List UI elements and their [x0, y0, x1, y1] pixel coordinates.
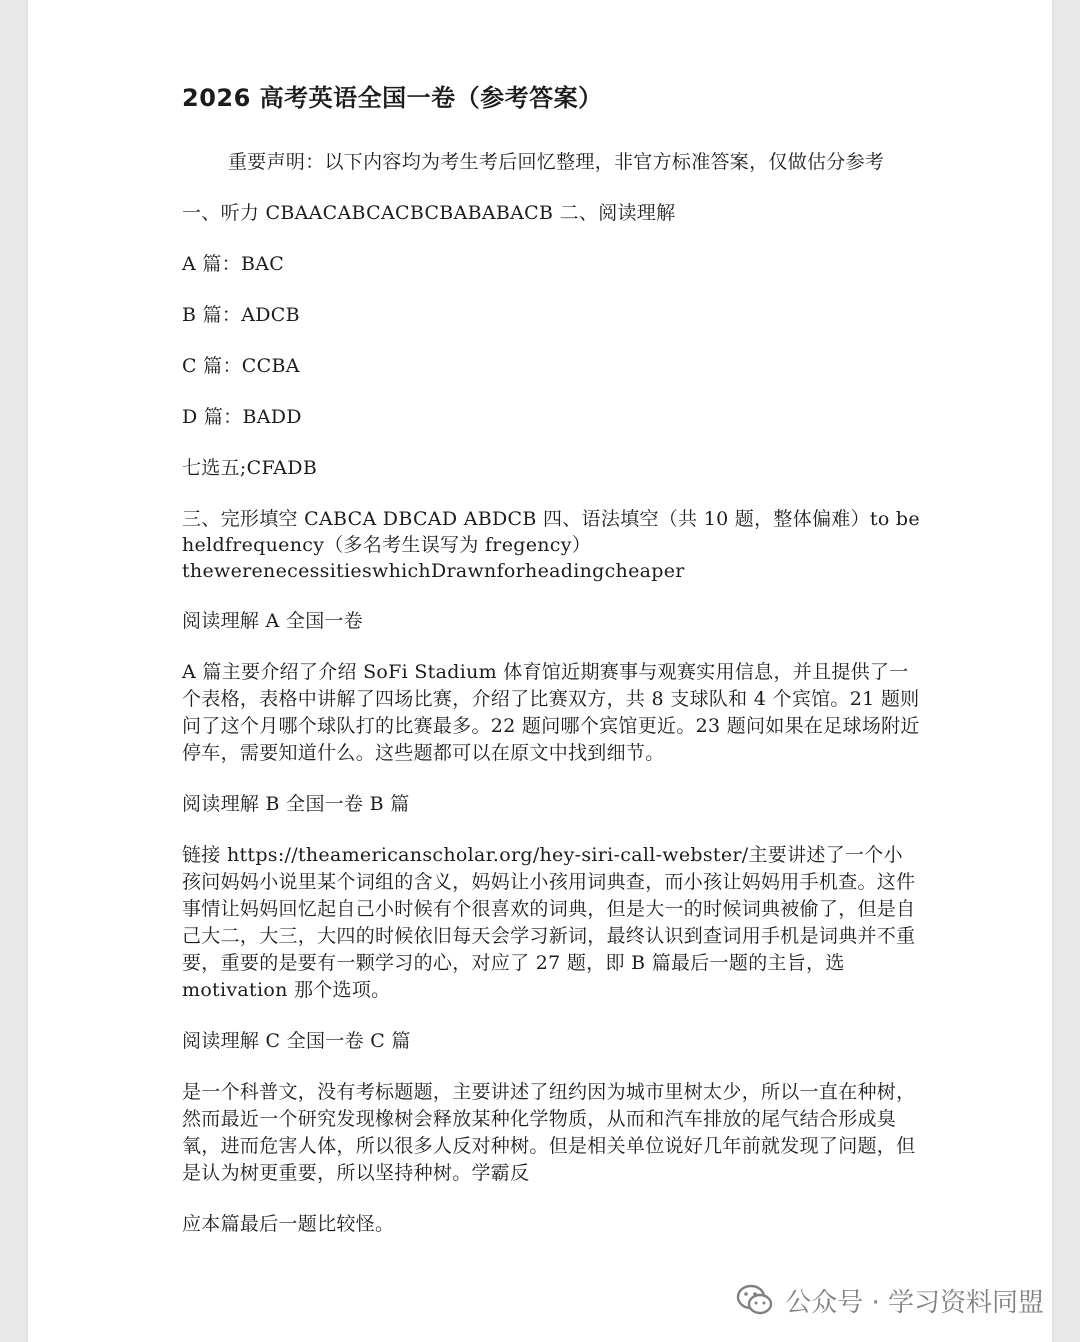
reading-c-summary: 是一个科普文，没有考标题题，主要讲述了纽约因为城市里树太少，所以一直在种树，然而最近一个研究发现橡树会释放某种化学物质，从而和汽车排放的尾气结合形成臭氧，进而危害人体，所以很多人反对种树。但是相关单位说好几年前就发现了问题，但是认为树更重要，所以坚持种树。学霸反: [182, 1081, 916, 1184]
reading-a-answers: A 篇：BAC: [182, 253, 285, 275]
watermark-text: 公众号 · 学习资料同盟: [785, 1287, 1044, 1318]
section-heading-reading-b: 阅读理解 B 全国一卷 B 篇: [182, 793, 410, 815]
section-heading-reading-c: 阅读理解 C 全国一卷 C 篇: [182, 1030, 411, 1052]
watermark: [735, 1280, 1044, 1320]
reading-c-closing: 应本篇最后一题比较怪。: [182, 1213, 395, 1235]
wechat-icon: [735, 1280, 775, 1320]
document-body: [182, 78, 920, 1262]
document-page: [28, 0, 1052, 1342]
section-heading-reading-a: 阅读理解 A 全国一卷: [182, 610, 364, 632]
reading-b-summary: 链接 https://theamericanscholar.org/hey-siri-call-webster/主要讲述了一个小孩问妈妈小说里某个词组的含义，妈妈让小孩用词典查，而小孩让妈妈用手机查。这件事情让妈妈回忆起自己小时候有个很喜欢的词典，但是大一的时候词典被偷了，但是自己大二，大三，大四的时候依旧每天会学习新词，最终认识到查词用手机是词典并不重要，重要的是要有一颗学习的心，对应了 27 题，即 B 篇最后一题的主旨，选 motivation 那个选项。: [182, 844, 916, 1001]
listening-answers: 一、听力 CBAACABCACBCBABABACB 二、阅读理解: [182, 202, 676, 224]
reading-b-answers: B 篇：ADCB: [182, 304, 300, 326]
disclaimer-paragraph: 重要声明：以下内容均为考生考后回忆整理，非官方标准答案，仅做估分参考: [228, 151, 885, 173]
cloze-grammar-answers: 三、完形填空 CABCA DBCAD ABDCB 四、语法填空（共 10 题，整体偏难）to be heldfrequency（多名考生误写为 fregency）thewerenecessitieswhichDrawnforheadingcheaper: [182, 508, 920, 582]
document-title: 2026 高考英语全国一卷（参考答案）: [182, 84, 603, 112]
reading-c-answers: C 篇：CCBA: [182, 355, 300, 377]
reading-a-summary: A 篇主要介绍了介绍 SoFi Stadium 体育馆近期赛事与观赛实用信息，并且提供了一个表格，表格中讲解了四场比赛，介绍了比赛双方，共 8 支球队和 4 个宾馆。21 题则问了这个月哪个球队打的比赛最多。22 题问哪个宾馆更近。23 题问如果在足球场附近停车，需要知道什么。这些题都可以在原文中找到细节。: [182, 661, 920, 764]
reading-d-answers: D 篇：BADD: [182, 406, 302, 428]
seven-choose-five-answers: 七选五;CFADB: [182, 457, 318, 479]
